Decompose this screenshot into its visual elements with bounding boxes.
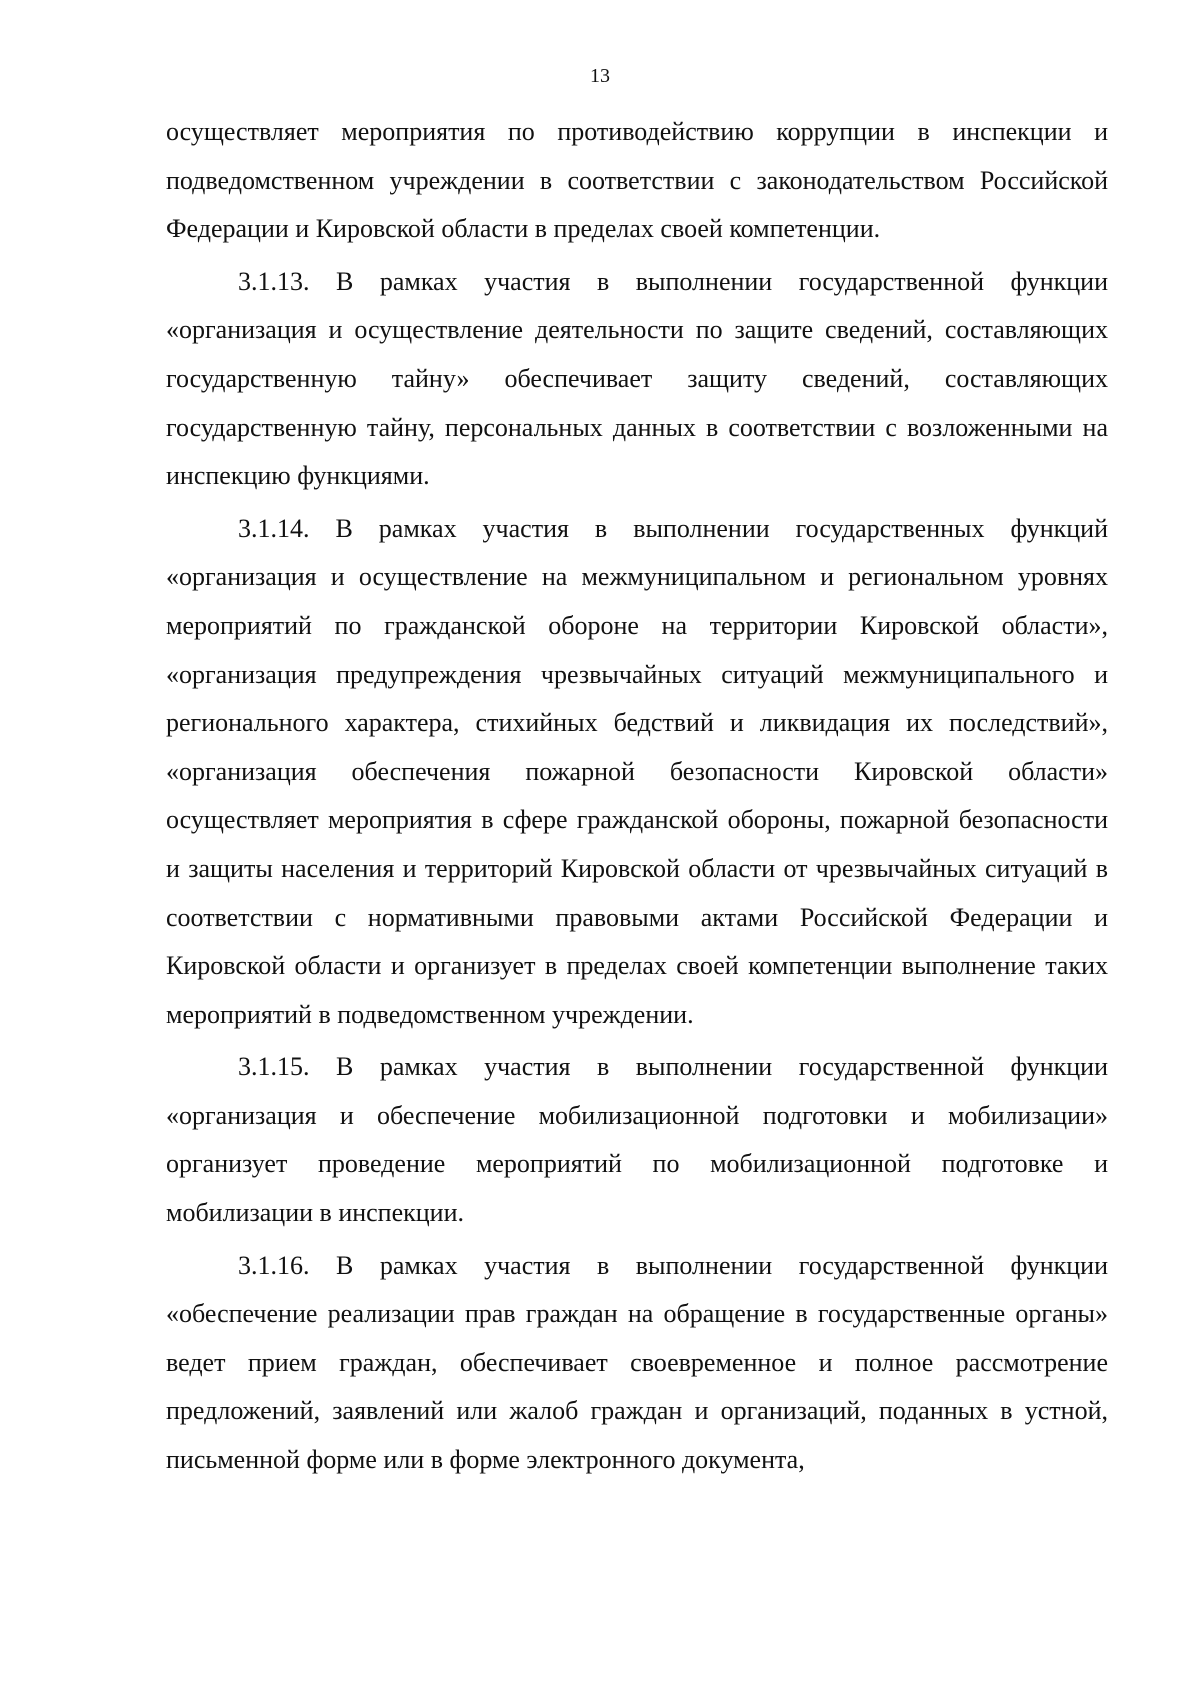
paragraph-3-1-13: 3.1.13. В рамках участия в выполнении государственной функции «организация и осуществление деятельности по защите сведений, составляющих государственную тайну» обеспечивает защиту сведений, составляющих государственную тайну, персональных данных в соответствии с возложенными на инспекцию функциями. <box>166 266 1108 491</box>
paragraph-3-1-16: 3.1.16. В рамках участия в выполнении государственной функции «обеспечение реализации прав граждан на обращение в государственные органы» ведет прием граждан, обеспечивает своевременное и полное рассмотрение предложений, заявлений или жалоб граждан и организаций, поданных в устной, письменной форме или в форме электронного документа, <box>166 1250 1108 1475</box>
paragraph-3-1-14: 3.1.14. В рамках участия в выполнении государственных функций «организация и осуществление на межмуниципальном и региональном уровнях мероприятий по гражданской обороне на территории Кировской области», «организация предупреждения чрезвычайных ситуаций межмуниципального и регионального характера, стихийных бедствий и ликвидация их последствий», «организация обеспечения пожарной безопасности Кировской области» осуществляет мероприятия в сфере гражданской обороны, пожарной безопасности и защиты населения и территорий Кировской области от чрезвычайных ситуаций в соответствии с нормативными правовыми актами Российской Федерации и Кировской области и организует в пределах своей компетенции выполнение таких мероприятий в подведомственном учреждении. <box>166 513 1108 1029</box>
page-number: 13 <box>590 65 610 87</box>
paragraph-continuation: осуществляет мероприятия по противодействию коррупции в инспекции и подведомственном учреждении в соответствии с законодательством Российской Федерации и Кировской области в пределах своей компетенции. <box>166 117 1108 244</box>
document-body <box>166 108 1108 1485</box>
paragraph-3-1-15: 3.1.15. В рамках участия в выполнении государственной функции «организация и обеспечение мобилизационной подготовки и мобилизации» организует проведение мероприятий по мобилизационной подготовке и мобилизации в инспекции. <box>166 1052 1108 1228</box>
